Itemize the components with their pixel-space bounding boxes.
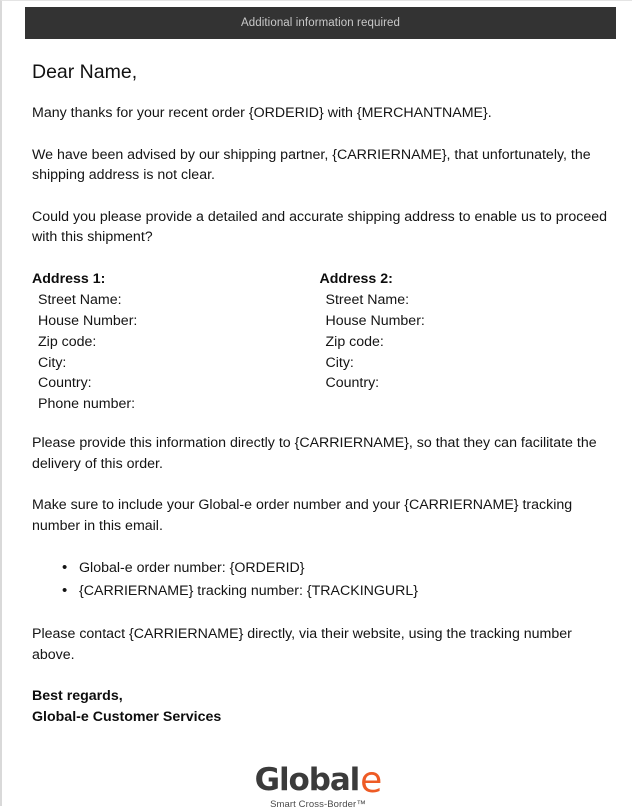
logo-word-global: Global [254,762,360,798]
banner-title: Additional information required [240,17,401,29]
address-1-field-street-name: Street Name: [38,292,122,309]
signature-line-1: Best regards, [32,688,123,705]
signature-block [32,686,607,727]
paragraph-include-numbers: Make sure to include your Global-e order number and your {CARRIERNAME} tracking number in this email. [32,497,573,534]
logo-tagline: Smart Cross-Border™ [270,799,366,810]
banner-additional-information-required [25,7,616,39]
address-1-field-zip-code: Zip code: [38,333,97,350]
address-2-field-street-name: Street Name: [325,292,410,309]
address-1-field-phone-number: Phone number: [38,396,136,413]
paragraph-contact-carrier: Please contact {CARRIERNAME} directly, via their website, using the tracking number above. [32,626,572,663]
signature-line-2: Global-e Customer Services [32,708,222,725]
address-2-field-country: Country: [325,375,380,392]
paragraph-request-address: Could you please provide a detailed and accurate shipping address to enable us to proceed with this shipment? [32,208,607,245]
address-2-field-house-number: House Number: [325,313,425,330]
address-column-2 [320,269,608,416]
address-2-title: Address 2: [319,270,393,287]
paragraph-provide-to-carrier: Please provide this information directly to {CARRIERNAME}, so that they can facilitate the delivery of this order. [32,435,597,472]
address-column-1 [32,269,320,416]
paragraph-order-thanks: Many thanks for your recent order {ORDERID} with {MERCHANTNAME}. [32,105,492,121]
address-1-title: Address 1: [32,270,106,287]
logo-accent-e-icon: e [360,760,382,801]
address-form-block [32,269,607,416]
address-1-field-city: City: [38,354,67,371]
list-item: • Global-e order number: {ORDERID} [79,557,607,580]
logo-wordmark [254,760,382,801]
reference-list [32,557,607,603]
address-1-field-house-number: House Number: [38,313,138,330]
list-item: • {CARRIERNAME} tracking number: {TRACKINGURL} [79,580,607,603]
address-2-field-zip-code: Zip code: [325,333,384,350]
greeting-line: Dear Name, [32,61,138,83]
address-1-field-country: Country: [38,375,92,392]
address-2-field-city: City: [325,354,354,371]
paragraph-carrier-advisory: We have been advised by our shipping partner, {CARRIERNAME}, that unfortunately, the shipping address is not clear. [32,146,591,183]
global-e-logo [2,760,632,810]
letter-body [32,59,607,727]
